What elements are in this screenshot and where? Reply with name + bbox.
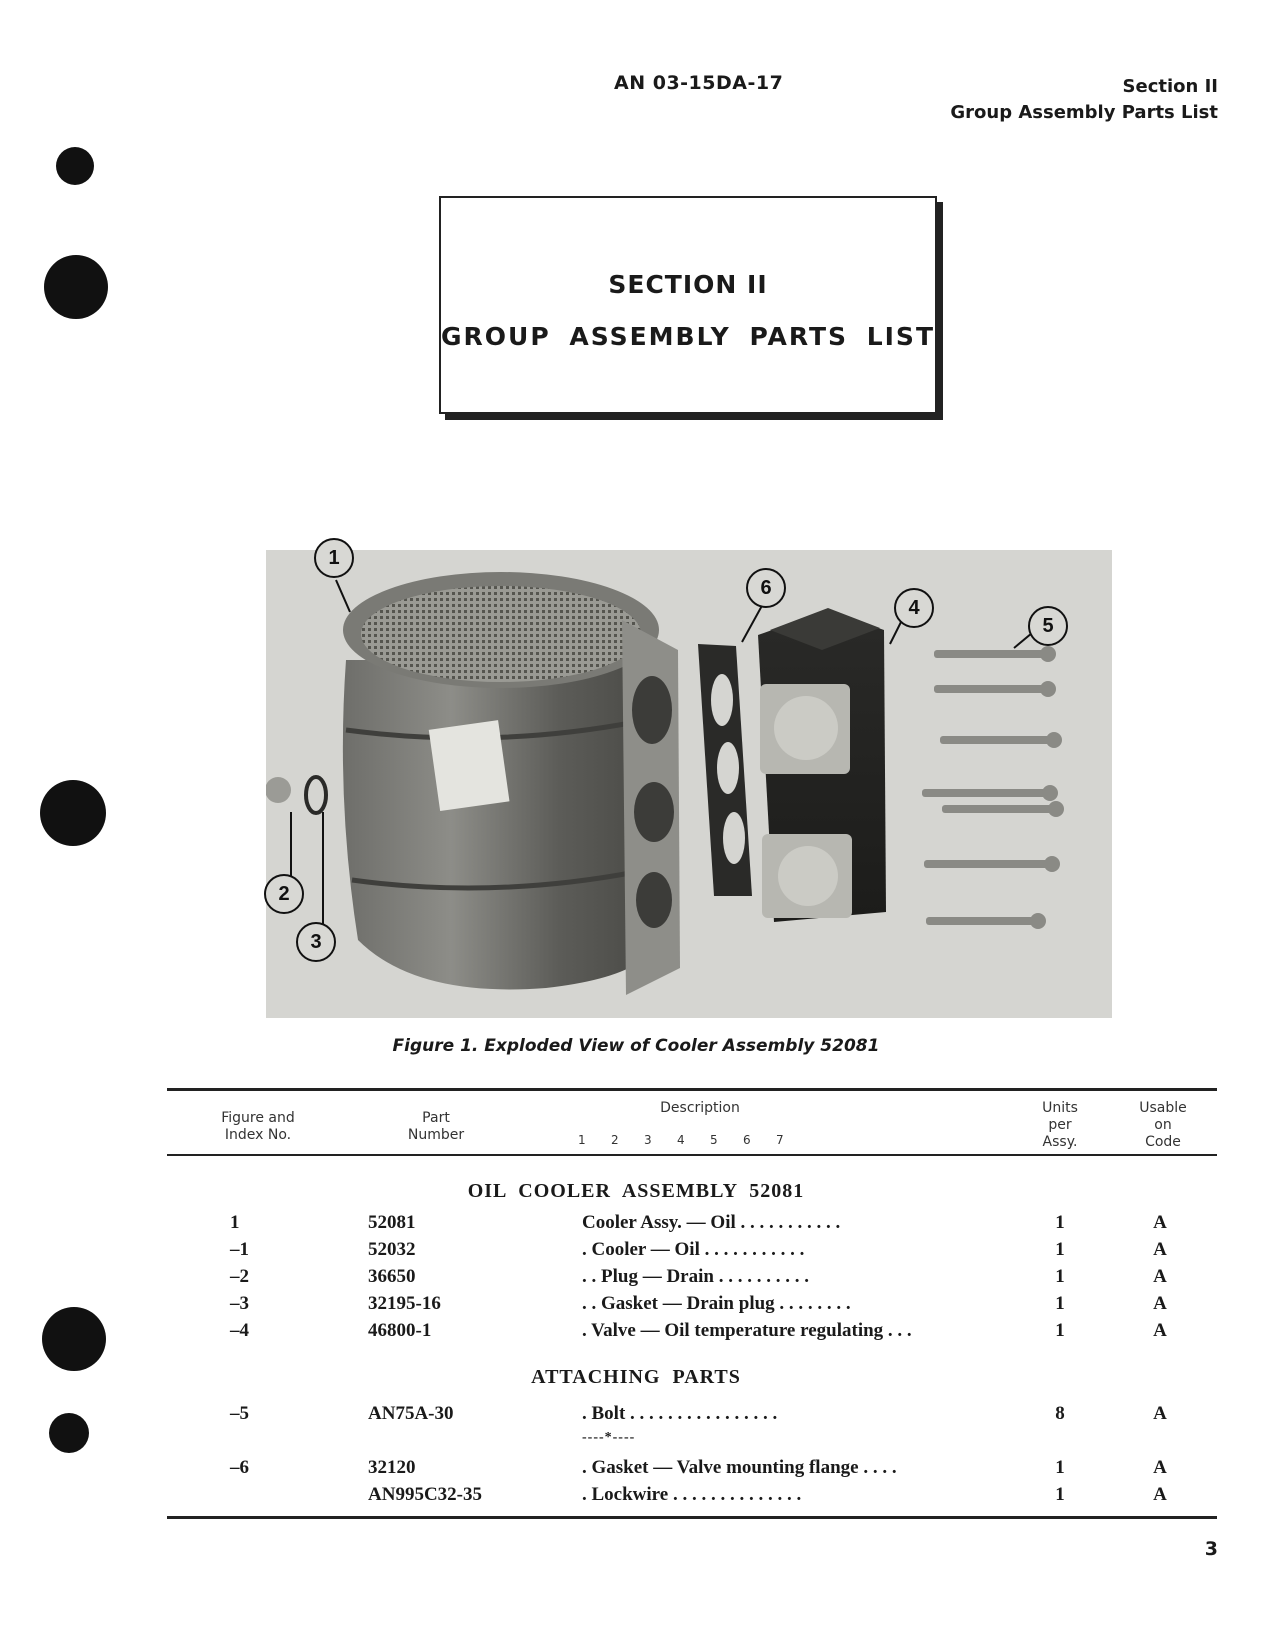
callout-4: 4	[894, 588, 934, 628]
callout-5: 5	[1028, 606, 1068, 646]
binder-hole	[40, 780, 106, 846]
callout-6: 6	[746, 568, 786, 608]
page-number: 3	[1204, 1538, 1218, 1560]
table-row: –6 32120 . Gasket — Valve mounting flange . . . . 1 A	[230, 1457, 1167, 1478]
group-title: OIL COOLER ASSEMBLY 52081	[467, 1180, 805, 1202]
running-header	[950, 74, 1218, 126]
document-number: AN 03-15DA-17	[614, 72, 784, 94]
title-line-1: SECTION II	[608, 270, 768, 299]
table-row: –2 36650 . . Plug — Drain . . . . . . . . . . 1 A	[230, 1266, 1167, 1287]
callout-1: 1	[314, 538, 354, 578]
binder-hole	[56, 147, 94, 185]
description-indent-levels: 1 2 3 4 5 6 7	[578, 1133, 784, 1147]
header-units-per-assy: Units per Assy.	[1042, 1100, 1078, 1150]
header-figure-index: Figure and Index No.	[221, 1110, 295, 1143]
binder-hole	[44, 255, 108, 319]
header-usable-on-code: Usable on Code	[1139, 1100, 1187, 1150]
title-line-2: GROUP ASSEMBLY PARTS LIST	[441, 322, 935, 351]
callout-3: 3	[296, 922, 336, 962]
table-bottom-rule	[167, 1516, 1217, 1519]
table-row: –1 52032 . Cooler — Oil . . . . . . . . . . . 1 A	[230, 1239, 1167, 1260]
section-title-box	[439, 196, 937, 414]
figure-caption: Figure 1. Exploded View of Cooler Assembly 52081	[392, 1036, 880, 1056]
header-description: Description	[660, 1100, 740, 1116]
section-title: Group Assembly Parts List	[950, 102, 1218, 123]
table-row: AN995C32-35 . Lockwire . . . . . . . . . . . . . . 1 A	[368, 1484, 1167, 1505]
table-header-rule	[167, 1154, 1217, 1156]
attaching-parts-title: ATTACHING PARTS	[531, 1366, 741, 1388]
callout-2: 2	[264, 874, 304, 914]
table-row: –4 46800-1 . Valve — Oil temperature regulating . . . 1 A	[230, 1320, 1167, 1341]
table-top-rule	[167, 1088, 1217, 1091]
table-row: –5 AN75A-30 . Bolt . . . . . . . . . . . . . . . . 8 A	[230, 1403, 1167, 1424]
exploded-view-photo	[266, 547, 1112, 1018]
cooler-assembly-illustration	[266, 550, 1112, 1018]
attaching-parts-separator: ----*----	[582, 1430, 636, 1445]
section-label: Section II	[1122, 76, 1218, 97]
header-part-number: Part Number	[407, 1110, 465, 1143]
table-row: –3 32195-16 . . Gasket — Drain plug . . . . . . . . 1 A	[230, 1293, 1167, 1314]
table-row: 1 52081 Cooler Assy. — Oil . . . . . . . . . . . 1 A	[230, 1212, 1167, 1233]
